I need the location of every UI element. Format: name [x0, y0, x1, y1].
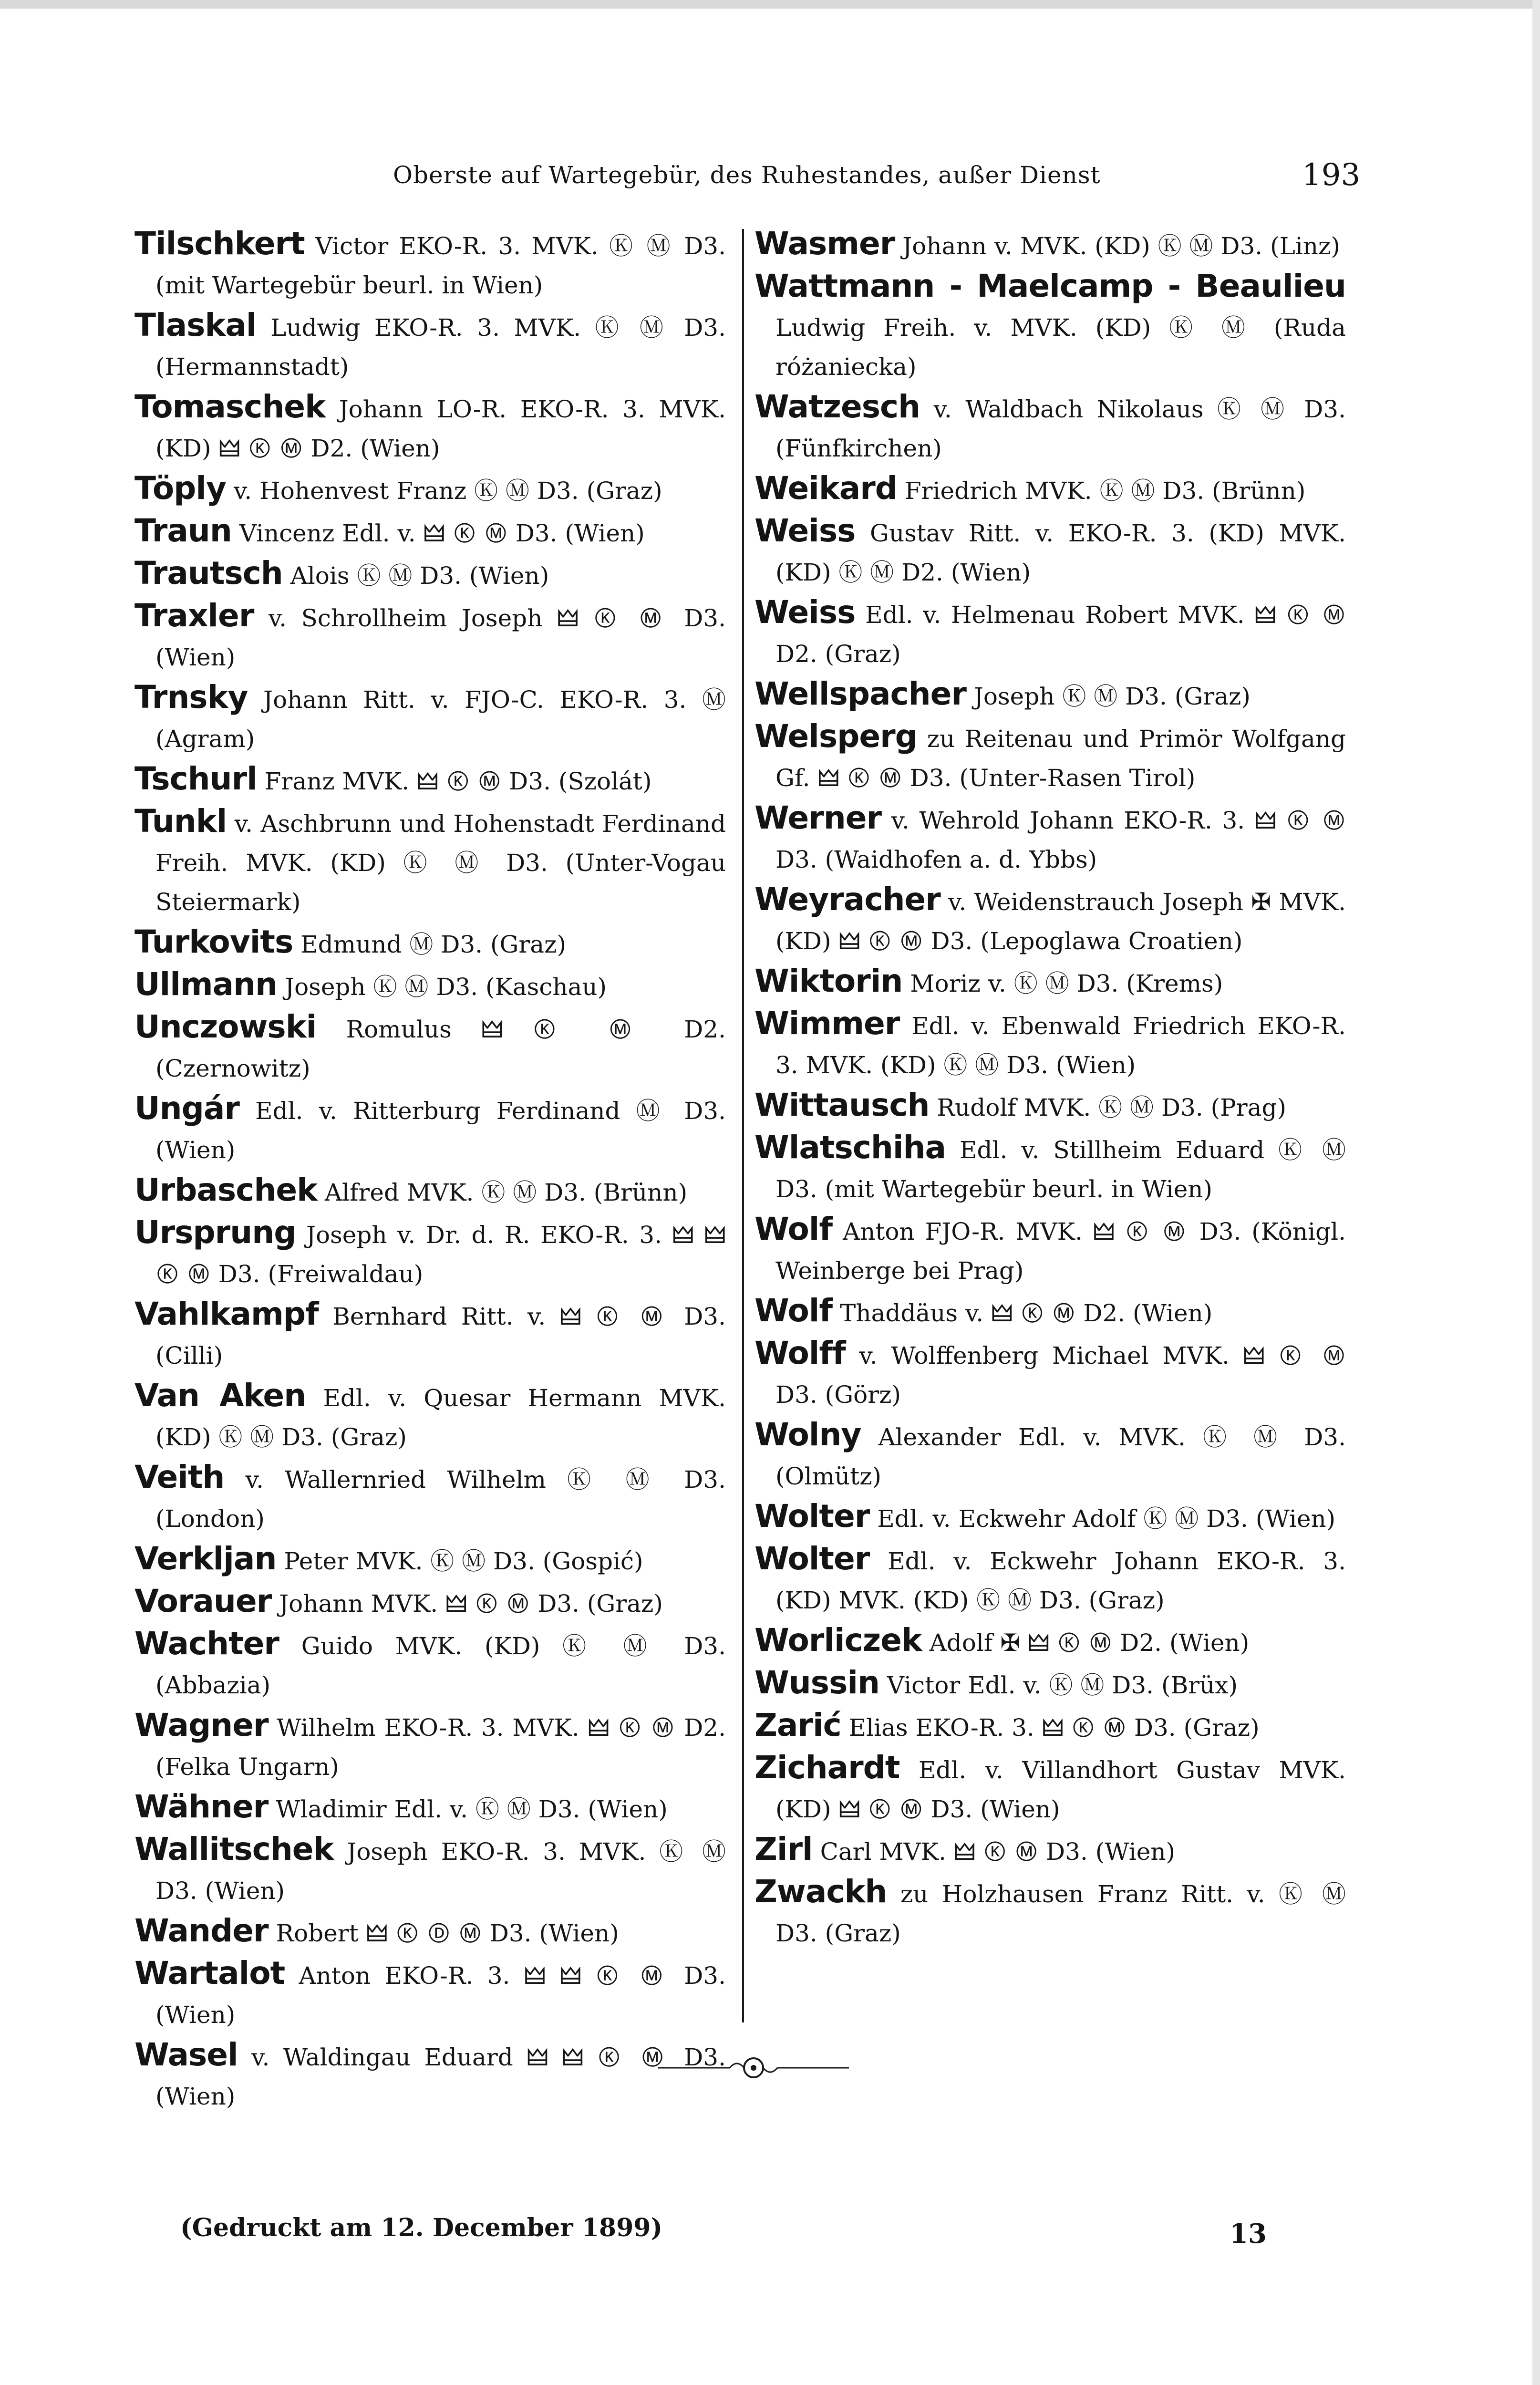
scan-edge-right [1532, 0, 1540, 2385]
register-entry [754, 1706, 1346, 1747]
entry-details: Johann LO-R. EKO-R. 3. MVK. (KD) 🜲 Ⓚ Ⓜ D2. (Wien) [155, 395, 726, 462]
entry-details: Ludwig EKO-R. 3. MVK. Ⓚ Ⓜ D3. (Hermannstadt) [155, 314, 726, 381]
register-entry [754, 962, 1346, 1003]
entry-surname: Tlaskal [134, 307, 257, 343]
register-entry [134, 1376, 726, 1457]
entry-details: Edl. v. Quesar Hermann MVK. (KD) Ⓚ Ⓜ D3. (Graz) [155, 1384, 726, 1451]
register-entry [754, 1663, 1346, 1705]
entry-details: Moriz v. Ⓚ Ⓜ D3. (Krems) [910, 970, 1223, 997]
entry-surname: Wähner [134, 1788, 269, 1825]
entry-details: Joseph Ⓚ Ⓜ D3. (Graz) [973, 683, 1251, 710]
entry-surname: Urbaschek [134, 1172, 317, 1208]
entry-details: zu Reitenau und Primör Wolfgang Gf. 🜲 Ⓚ Ⓜ D3. (Unter-Rasen Tirol) [775, 725, 1346, 792]
register-entry [754, 1830, 1346, 1871]
register-entry [754, 1539, 1346, 1620]
register-entry [754, 511, 1346, 592]
entry-surname: Wimmer [754, 1005, 900, 1042]
left-column [134, 224, 726, 2117]
entry-surname: Wattmann - Maelcamp - Beaulieu [754, 268, 1346, 304]
register-entry [134, 1911, 726, 1953]
entry-details: Alois Ⓚ Ⓜ D3. (Wien) [290, 562, 549, 590]
running-title: Oberste auf Wartegebür, des Ruhestandes, außer Dienst [393, 161, 1101, 189]
entry-surname: Wartalot [134, 1955, 285, 1991]
entry-surname: Van Aken [134, 1377, 306, 1414]
right-column [754, 224, 1346, 1954]
entry-surname: Wellspacher [754, 675, 966, 712]
register-entry [754, 387, 1346, 468]
entry-details: v. Aschbrunn und Hohenstadt Ferdinand Freih. MVK. (KD) Ⓚ Ⓜ D3. (Unter-Vogau Steiermark) [155, 810, 726, 916]
register-entry [134, 923, 726, 964]
entry-details: Elias EKO-R. 3. 🜲 Ⓚ Ⓜ D3. (Graz) [848, 1714, 1260, 1742]
entry-surname: Wlatschiha [754, 1129, 946, 1166]
register-entry [754, 1086, 1346, 1127]
entry-surname: Wiktorin [754, 963, 903, 999]
entry-surname: Wolff [754, 1335, 846, 1371]
entry-details: Alexander Edl. v. MVK. Ⓚ Ⓜ D3. (Olmütz) [775, 1423, 1346, 1490]
entry-details: Edl. v. Ritterburg Ferdinand Ⓜ D3. (Wien) [155, 1097, 726, 1164]
register-entry [134, 469, 726, 510]
scan-edge-top [0, 0, 1540, 9]
entry-surname: Weiss [754, 512, 856, 549]
entry-details: Joseph Ⓚ Ⓜ D3. (Kaschau) [285, 973, 607, 1001]
entry-details: Wladimir Edl. v. Ⓚ Ⓜ D3. (Wien) [276, 1795, 668, 1823]
entry-surname: Ursprung [134, 1214, 296, 1251]
entry-surname: Ungár [134, 1090, 239, 1127]
register-entry [754, 1334, 1346, 1414]
ornament-divider [658, 2051, 849, 2084]
entry-details: Gustav Ritt. v. EKO-R. 3. (KD) MVK. (KD) Ⓚ Ⓜ D2. (Wien) [775, 519, 1346, 586]
entry-surname: Wasel [134, 2036, 238, 2073]
entry-details: Peter MVK. Ⓚ Ⓜ D3. (Gospić) [284, 1547, 643, 1575]
entry-surname: Wallitschek [134, 1831, 334, 1867]
entry-surname: Wagner [134, 1707, 269, 1743]
entry-surname: Zwackh [754, 1873, 887, 1910]
entry-details: Edmund Ⓜ D3. (Graz) [300, 931, 566, 958]
page-header [0, 157, 1540, 200]
entry-details: Carl MVK. 🜲 Ⓚ Ⓜ D3. (Wien) [820, 1838, 1176, 1866]
entry-surname: Ullmann [134, 966, 278, 1003]
entry-surname: Traun [134, 512, 232, 549]
register-entry [754, 1497, 1346, 1538]
register-entry [754, 1128, 1346, 1209]
entry-details: Guido MVK. (KD) Ⓚ Ⓜ D3. (Abbazia) [155, 1632, 726, 1699]
entry-surname: Wolter [754, 1498, 870, 1535]
register-entry [754, 674, 1346, 716]
register-entry [754, 1210, 1346, 1290]
entry-details: Anton FJO-R. MVK. 🜲 Ⓚ Ⓜ D3. (Königl. Weinberge bei Prag) [775, 1218, 1346, 1285]
register-entry [134, 596, 726, 677]
entry-details: v. Schrollheim Joseph 🜲 Ⓚ Ⓜ D3. (Wien) [155, 604, 726, 671]
entry-details: Edl. v. Eckwehr Johann EKO-R. 3. (KD) MVK. (KD) Ⓚ Ⓜ D3. (Graz) [775, 1547, 1346, 1614]
entry-details: Robert 🜲 Ⓚ Ⓓ Ⓜ D3. (Wien) [276, 1919, 619, 1947]
entry-details: zu Holzhausen Franz Ritt. v. Ⓚ Ⓜ D3. (Graz) [775, 1880, 1346, 1947]
entry-surname: Werner [754, 799, 882, 836]
entry-surname: Zichardt [754, 1749, 900, 1786]
entry-surname: Weyracher [754, 881, 941, 918]
entry-details: Edl. v. Villandhort Gustav MVK. (KD) 🜲 Ⓚ Ⓜ D3. (Wien) [775, 1756, 1346, 1823]
entry-details: Rudolf MVK. Ⓚ Ⓜ D3. (Prag) [937, 1094, 1287, 1121]
entry-details: Romulus 🜲 Ⓚ Ⓜ D2. (Czernowitz) [155, 1016, 726, 1082]
entry-details: Anton EKO-R. 3. 🜲 🜲 Ⓚ Ⓜ D3. (Wien) [155, 1962, 726, 2029]
register-entry [134, 387, 726, 468]
entry-details: v. Wallernried Wilhelm Ⓚ Ⓜ D3. (London) [155, 1466, 726, 1533]
entry-surname: Worliczek [754, 1622, 922, 1659]
register-entry [134, 1582, 726, 1623]
column-divider [742, 229, 744, 2022]
entry-details: Edl. v. Eckwehr Adolf Ⓚ Ⓜ D3. (Wien) [877, 1505, 1336, 1533]
entry-surname: Wander [134, 1912, 269, 1949]
entry-surname: Wasmer [754, 225, 895, 262]
register-entry [754, 267, 1346, 386]
entry-details: Alfred MVK. Ⓚ Ⓜ D3. (Brünn) [324, 1179, 688, 1206]
register-entry [134, 306, 726, 386]
entry-surname: Töply [134, 470, 227, 507]
entry-details: Thaddäus v. 🜲 Ⓚ Ⓜ D2. (Wien) [840, 1299, 1213, 1327]
entry-surname: Wussin [754, 1664, 879, 1701]
register-entry [754, 224, 1346, 266]
register-entry [134, 965, 726, 1006]
page-number: 193 [1302, 157, 1361, 193]
entry-details: v. Weidenstrauch Joseph ✠ MVK. (KD) 🜲 Ⓚ Ⓜ D3. (Lepoglawa Croatien) [775, 888, 1346, 955]
register-entry [134, 224, 726, 305]
entry-details: Friedrich MVK. Ⓚ Ⓜ D3. (Brünn) [904, 477, 1306, 505]
register-entry [134, 1007, 726, 1088]
entry-surname: Welsperg [754, 718, 917, 755]
entry-surname: Veith [134, 1459, 225, 1495]
entry-surname: Watzesch [754, 388, 920, 425]
signature-mark: 13 [1230, 2218, 1267, 2250]
entry-surname: Wolny [754, 1416, 861, 1453]
entry-surname: Tomaschek [134, 388, 325, 425]
entry-details: Wilhelm EKO-R. 3. MVK. 🜲 Ⓚ Ⓜ D2. (Felka Ungarn) [155, 1714, 726, 1781]
register-entry [134, 2035, 726, 2116]
register-entry [134, 1706, 726, 1786]
register-entry [754, 880, 1346, 961]
register-entry [754, 593, 1346, 674]
register-entry [754, 1291, 1346, 1333]
entry-details: Johann Ritt. v. FJO-C. EKO-R. 3. Ⓜ (Agram) [155, 686, 726, 753]
entry-surname: Tilschkert [134, 225, 305, 262]
register-entry [134, 554, 726, 595]
entry-details: Joseph v. Dr. d. R. EKO-R. 3. 🜲 🜲 Ⓚ Ⓜ D3. (Freiwaldau) [155, 1221, 726, 1288]
register-entry [134, 1089, 726, 1170]
register-entry [134, 1787, 726, 1829]
entry-details: Edl. v. Helmenau Robert MVK. 🜲 Ⓚ Ⓜ D2. (Graz) [775, 601, 1346, 668]
entry-details: Ludwig Freih. v. MVK. (KD) Ⓚ Ⓜ (Ruda różaniecka) [775, 314, 1346, 381]
entry-details: Victor Edl. v. Ⓚ Ⓜ D3. (Brüx) [887, 1671, 1238, 1699]
entry-details: v. Wolffenberg Michael MVK. 🜲 Ⓚ Ⓜ D3. (Görz) [775, 1342, 1346, 1409]
entry-details: v. Waldingau Eduard 🜲 🜲 Ⓚ Ⓜ D3. (Wien) [155, 2043, 726, 2110]
entry-details: Edl. v. Stillheim Eduard Ⓚ Ⓜ D3. (mit Wartegebür beurl. in Wien) [775, 1136, 1346, 1203]
register-entry [134, 1458, 726, 1538]
register-entry [134, 1539, 726, 1581]
entry-details: Franz MVK. 🜲 Ⓚ Ⓜ D3. (Szolát) [264, 767, 652, 795]
entry-details: Edl. v. Ebenwald Friedrich EKO-R. 3. MVK. (KD) Ⓚ Ⓜ D3. (Wien) [775, 1012, 1346, 1079]
entry-details: Adolf ✠ 🜲 Ⓚ Ⓜ D2. (Wien) [929, 1629, 1250, 1657]
register-entry [134, 678, 726, 758]
register-entry [134, 802, 726, 922]
register-entry [754, 1415, 1346, 1496]
entry-surname: Unczowski [134, 1008, 317, 1045]
entry-details: Bernhard Ritt. v. 🜲 Ⓚ Ⓜ D3. (Cilli) [155, 1303, 726, 1369]
entry-surname: Traxler [134, 597, 254, 634]
register-entry [754, 1004, 1346, 1085]
register-entry [754, 1621, 1346, 1662]
entry-surname: Tschurl [134, 760, 257, 797]
entry-details: Johann v. MVK. (KD) Ⓚ Ⓜ D3. (Linz) [902, 232, 1340, 260]
entry-surname: Zarić [754, 1707, 841, 1743]
entry-surname: Wolf [754, 1292, 833, 1329]
entry-details: v. Wehrold Johann EKO-R. 3. 🜲 Ⓚ Ⓜ D3. (Waidhofen a. d. Ybbs) [775, 807, 1346, 873]
register-entry [134, 1295, 726, 1375]
entry-details: Vincenz Edl. v. 🜲 Ⓚ Ⓜ D3. (Wien) [239, 519, 645, 547]
entry-surname: Weiss [754, 594, 856, 631]
entry-surname: Zirl [754, 1831, 813, 1867]
register-entry [754, 469, 1346, 510]
entry-details: Victor EKO-R. 3. MVK. Ⓚ Ⓜ D3. (mit Wartegebür beurl. in Wien) [155, 232, 726, 299]
entry-details: Joseph EKO-R. 3. MVK. Ⓚ Ⓜ D3. (Wien) [155, 1838, 726, 1905]
register-entry [134, 1830, 726, 1910]
entry-surname: Vorauer [134, 1583, 272, 1619]
register-entry [754, 1748, 1346, 1829]
entry-surname: Tunkl [134, 803, 227, 840]
entry-surname: Trautsch [134, 555, 283, 591]
entry-surname: Turkovits [134, 923, 293, 960]
entry-surname: Wolf [754, 1211, 833, 1247]
register-entry [134, 1213, 726, 1294]
entry-surname: Verkljan [134, 1540, 277, 1577]
entry-surname: Wittausch [754, 1087, 930, 1123]
register-entry [134, 759, 726, 801]
entry-details: Johann MVK. 🜲 Ⓚ Ⓜ D3. (Graz) [279, 1590, 663, 1618]
register-entry [134, 511, 726, 553]
print-date-note: (Gedruckt am 12. December 1899) [180, 2213, 663, 2242]
entry-surname: Wachter [134, 1625, 279, 1662]
entry-surname: Weikard [754, 470, 898, 507]
register-entry [754, 717, 1346, 798]
entry-details: v. Waldbach Nikolaus Ⓚ Ⓜ D3. (Fünfkirchen) [775, 395, 1346, 462]
register-entry [134, 1954, 726, 2034]
register-entry [134, 1624, 726, 1705]
entry-surname: Trnsky [134, 679, 248, 716]
entry-details: v. Hohenvest Franz Ⓚ Ⓜ D3. (Graz) [233, 477, 662, 505]
register-entry [754, 1872, 1346, 1953]
register-entry [134, 1171, 726, 1212]
register-entry [754, 798, 1346, 879]
entry-surname: Wolter [754, 1540, 870, 1577]
entry-surname: Vahlkampf [134, 1296, 319, 1332]
